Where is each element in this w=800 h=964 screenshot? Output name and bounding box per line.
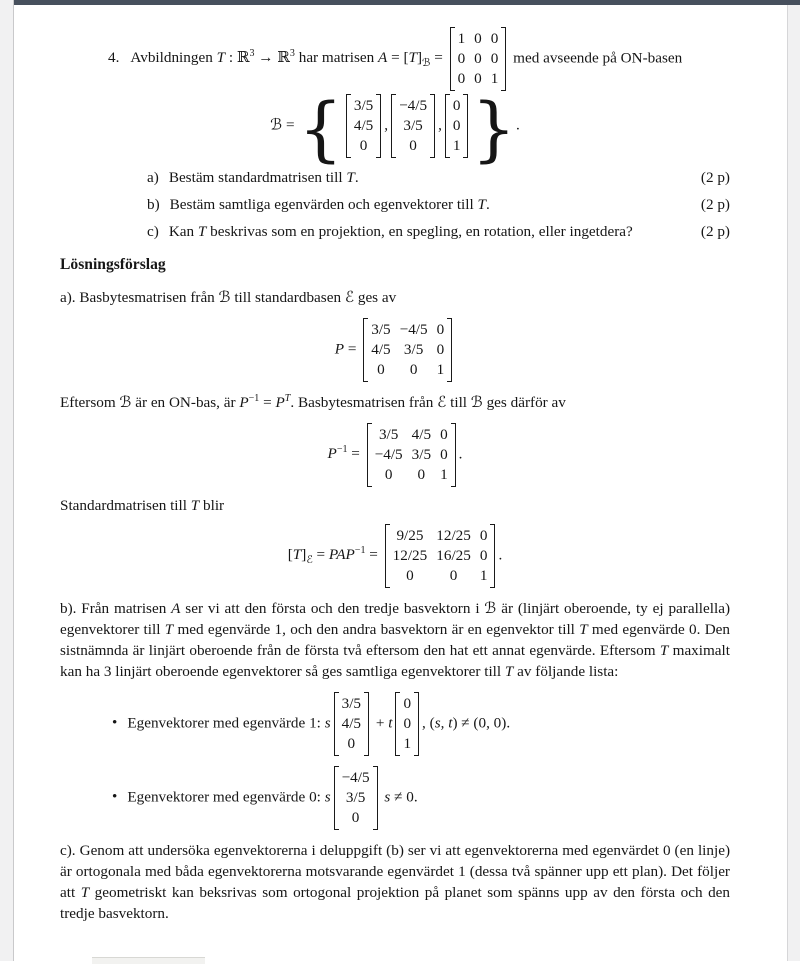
equation-TE	[60, 524, 730, 588]
solution-heading: Lösningsförslag	[60, 256, 166, 273]
eigenvector-1b-grid: 0 0 1	[403, 695, 412, 752]
basis-vector-1	[346, 94, 381, 158]
eigenvector-1b	[395, 692, 419, 756]
equation-P-inverse-lhs: $P^{-1}$ =	[327, 444, 364, 463]
equation-TE-lhs: $[T]_ℰ = PAP^{-1}$ =	[287, 545, 382, 567]
eigenvector-0	[334, 766, 378, 830]
subitem-a-text: Bestäm standardmatrisen till T.	[168, 169, 359, 186]
paragraph-eftersom: Eftersom ℬ är en ON-bas, är $P^{-1} = P^T$. Basbytesmatrisen från ℰ till ℬ ges därför av	[60, 392, 566, 411]
bullet-marker: •	[112, 788, 118, 806]
matrix-bracket-right	[430, 94, 435, 158]
equation-basis	[60, 88, 730, 170]
basis-vector-1-grid: 3/5 4/5 0	[353, 97, 374, 154]
matrix-A	[450, 27, 507, 91]
separator-comma: ,	[438, 116, 442, 134]
problem-subitems	[60, 167, 730, 242]
subitem-c	[147, 221, 730, 242]
matrix-bracket-right	[373, 766, 378, 830]
basis-vector-3	[445, 94, 469, 158]
eigenvector-0-grid: −4/5 3/5 0	[341, 769, 370, 826]
basis-vector-2	[391, 94, 435, 158]
matrix-bracket-right	[451, 423, 456, 487]
subitem-c-label: c)	[147, 223, 159, 240]
matrix-P-inverse	[367, 423, 456, 487]
matrix-bracket-right	[463, 94, 468, 158]
left-gutter	[0, 0, 14, 961]
eigenvector-1a	[334, 692, 369, 756]
equation-P	[60, 318, 730, 382]
subitem-b-text: Bestäm samtliga egenvärden och egenvektorer till T.	[169, 196, 490, 213]
equation-basis-lhs: ℬ =	[270, 116, 299, 134]
separator-comma: ,	[384, 116, 389, 134]
subitem-c-text: Kan T beskrivas som en projektion, en spegling, en rotation, eller ingetdera?	[168, 223, 633, 240]
right-gutter	[787, 5, 800, 961]
basis-vector-2-grid: −4/5 3/5 0	[399, 97, 428, 154]
paragraph-solution-c: c). Genom att undersöka egenvektorerna i deluppgift (b) ser vi att egenvektorerna med egenvärdet 0 (en linje) är ortogonala med båda egenvektorerna motsvarande egenvärdet 1 (dessa två spänner upp ett plan). Det följer att T geometriskt kan beksrivas som ortogonal projektion på planet som spänns upp av den första och den tredje basvektorn.	[60, 842, 730, 922]
eigenvector-1a-grid: 3/5 4/5 0	[341, 695, 362, 752]
matrix-bracket-right	[447, 318, 452, 382]
basis-vector-3-grid: 0 0 1	[452, 97, 461, 154]
subitem-a-label: a)	[147, 169, 159, 186]
bullet-1-mid-text: + t	[372, 714, 393, 732]
matrix-TE	[385, 524, 496, 588]
matrix-bracket-right	[376, 94, 381, 158]
equation-end-period: .	[498, 546, 503, 564]
equation-end-period: .	[516, 116, 520, 134]
window-top-bar	[0, 0, 800, 5]
matrix-TE-grid: 9/25 12/25 0 12/25 16/25 0 0 0 1	[392, 527, 488, 584]
equation-P-inverse	[60, 423, 730, 487]
subitem-a	[147, 167, 730, 188]
matrix-bracket-right	[414, 692, 419, 756]
bullet-eigenvalue-0	[112, 766, 730, 830]
matrix-P	[363, 318, 452, 382]
subitem-b-points: (2 p)	[700, 196, 730, 213]
subitem-a-points: (2 p)	[700, 169, 730, 186]
subitem-b-label: b)	[147, 196, 160, 213]
matrix-bracket-right	[490, 524, 495, 588]
paragraph-solution-b: b). Från matrisen A ser vi att den första och den tredje basvektorn i ℬ är (linjärt oberoende, ty ej parallella) egenvektorer till T med egenvärde 1, och den andra basvektorn är en egenvektor till T med egenvärde 0. Den sistnämnda är linjärt oberoende från de första två eftersom den hat ett annat egenvärde. Eftersom T maximalt kan ha 3 linjärt oberoende egenvektorer så ges samtliga egenvektorer till T av följande lista:	[60, 600, 731, 680]
subitem-c-points: (2 p)	[700, 223, 730, 240]
bullet-2-pre-text: Egenvektorer med egenvärde 0: s	[127, 788, 331, 806]
equation-P-lhs: P =	[334, 340, 361, 358]
paragraph-solution-a: a). Basbytesmatrisen från ℬ till standardbasen ℰ ges av	[60, 289, 397, 306]
bullet-1-pre-text: Egenvektorer med egenvärde 1: s	[127, 714, 331, 732]
matrix-bracket-right	[364, 692, 369, 756]
right-brace: }	[471, 88, 516, 170]
left-brace: {	[298, 88, 343, 170]
problem-number: 4.	[108, 49, 120, 67]
problem-intro-text: Avbildningen T : ℝ$^3$ → ℝ$^3$ har matrisen $A = [T]_ℬ$ =	[130, 48, 447, 70]
matrix-bracket-right	[501, 27, 506, 91]
matrix-A-grid: 1 0 0 0 0 0 0 0 1	[457, 30, 499, 87]
matrix-P-inverse-grid: 3/5 4/5 0 −4/5 3/5 0 0 0 1	[374, 426, 448, 483]
bullet-eigenvalue-1	[112, 692, 730, 756]
paragraph-standardmatrisen: Standardmatrisen till T blir	[60, 497, 225, 514]
subitem-b	[147, 194, 730, 215]
problem-statement	[108, 27, 730, 91]
bullet-2-post-text: s ≠ 0.	[384, 788, 418, 806]
bullet-1-post-text: , (s, t) ≠ (0, 0).	[422, 714, 511, 732]
document-page	[14, 5, 787, 961]
problem-outro-text: med avseende på ON-basen	[509, 49, 683, 67]
matrix-P-grid: 3/5 −4/5 0 4/5 3/5 0 0 0 1	[371, 321, 445, 378]
bullet-marker: •	[112, 714, 118, 732]
equation-end-period: .	[458, 445, 463, 463]
